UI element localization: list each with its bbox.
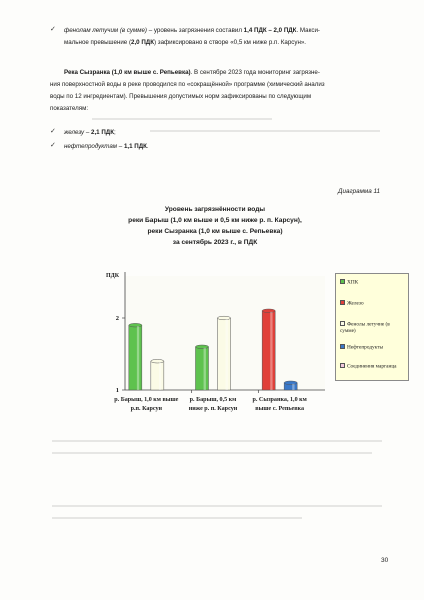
- chart-title-line: реки Сызранка (1,0 км выше с. Репьевка): [147, 228, 283, 235]
- bar-body: [218, 318, 231, 390]
- bar-top: [284, 381, 297, 385]
- text-run: –: [84, 129, 92, 136]
- page-number: 30: [381, 557, 389, 564]
- check-icon: ✓: [50, 26, 56, 33]
- bar-highlight: [204, 348, 206, 390]
- paragraph-line: показателям:: [50, 105, 89, 112]
- bar-top: [151, 359, 164, 363]
- legend-label: ХПК: [347, 279, 359, 286]
- paragraph-line: воды по 12 ингредиентам). Превышения допустимых норм зафиксированы по следующим: [50, 93, 312, 100]
- text-run: . В сентябре 2023 года мониторинг загрязне-: [190, 69, 320, 76]
- list-item-name: фенолам летучим (в сумме): [64, 27, 147, 34]
- x-tick-label: ниже р. п. Карсун: [188, 406, 238, 412]
- text-run: –: [117, 143, 124, 150]
- legend-item: [340, 300, 406, 307]
- legend-label: Железо: [347, 300, 364, 307]
- legend-swatch: [340, 363, 345, 368]
- bar-highlight: [270, 312, 272, 390]
- text-run: мальное превышение (: [64, 39, 132, 46]
- legend-swatch: [340, 344, 345, 349]
- legend-swatch: [340, 321, 345, 326]
- chart-legend: [335, 273, 409, 381]
- x-tick-label: р. Сызранка, 1,0 км: [252, 397, 307, 403]
- chart-title-line: за сентябрь 2023 г., в ПДК: [172, 239, 258, 246]
- bar: [129, 323, 142, 390]
- list-item-name: железу: [64, 129, 85, 136]
- value: 2,1 ПДК: [91, 129, 114, 136]
- list-item-name: нефтепродуктам: [64, 143, 118, 150]
- text-run: ;: [113, 129, 116, 136]
- diagram-label: Диаграмма 11: [338, 188, 380, 195]
- bar-body: [196, 347, 209, 390]
- river-name: Река Сызранка (1,0 км выше с. Репьевка): [64, 69, 191, 76]
- bar-top: [262, 309, 275, 313]
- bar: [284, 381, 297, 390]
- text-run: . Макси-: [296, 27, 320, 34]
- value: 1,4 ПДК – 2,0 ПДК: [243, 27, 297, 34]
- bar-top: [129, 323, 142, 327]
- bar-body: [151, 361, 164, 390]
- chart-title-line: Уровень загрязнённости воды: [164, 206, 266, 213]
- y-tick-label: 2: [115, 315, 119, 323]
- bar-top: [196, 345, 209, 349]
- bar-highlight: [137, 326, 139, 390]
- bar: [262, 309, 275, 390]
- x-tick-label: выше с. Репьевка: [255, 406, 305, 412]
- legend-label: Соединения марганца: [347, 363, 397, 370]
- bar: [196, 345, 209, 390]
- x-tick-label: р. Барыш, 0,5 км: [189, 397, 237, 403]
- bar: [151, 359, 164, 390]
- check-icon: ✓: [50, 128, 56, 135]
- text-run: .: [146, 143, 149, 150]
- x-tick-label: р.п. Карсун: [130, 406, 163, 412]
- bar-highlight: [292, 384, 294, 390]
- legend-label: Нефтепродукты: [347, 344, 384, 351]
- value: 1,1 ПДК: [123, 143, 147, 150]
- legend-swatch: [340, 300, 345, 305]
- y-tick-label: 1: [115, 387, 119, 395]
- text-run: ) зафиксировано в створе «0,5 км ниже р.п. Карсун».: [153, 39, 307, 46]
- legend-item: [340, 344, 406, 351]
- legend-label: Фенолы летучие (в сумме): [340, 321, 390, 334]
- check-icon: ✓: [50, 142, 56, 149]
- legend-swatch: [340, 279, 345, 284]
- x-tick-label: р. Барыш, 1,0 км выше: [114, 397, 179, 403]
- y-axis-label: ПДК: [106, 273, 120, 279]
- legend-item: [340, 363, 406, 370]
- value: 2,0 ПДК: [131, 39, 154, 46]
- bar: [218, 316, 231, 390]
- chart-title-line: реки Барыш (1,0 км выше и 0,5 км ниже р. п. Карсун),: [128, 217, 302, 224]
- legend-item: [340, 321, 406, 334]
- text-run: – уровень загрязнения составил: [146, 27, 244, 34]
- legend-item: [340, 279, 406, 286]
- paragraph-line: ния поверхностной воды в реке проводился по «сокращённой» программе (химический анализ: [50, 81, 325, 88]
- bar-highlight: [226, 319, 228, 390]
- bar-highlight: [159, 362, 161, 390]
- bar-body: [262, 311, 275, 390]
- bar-body: [129, 325, 142, 390]
- bar-top: [218, 316, 231, 320]
